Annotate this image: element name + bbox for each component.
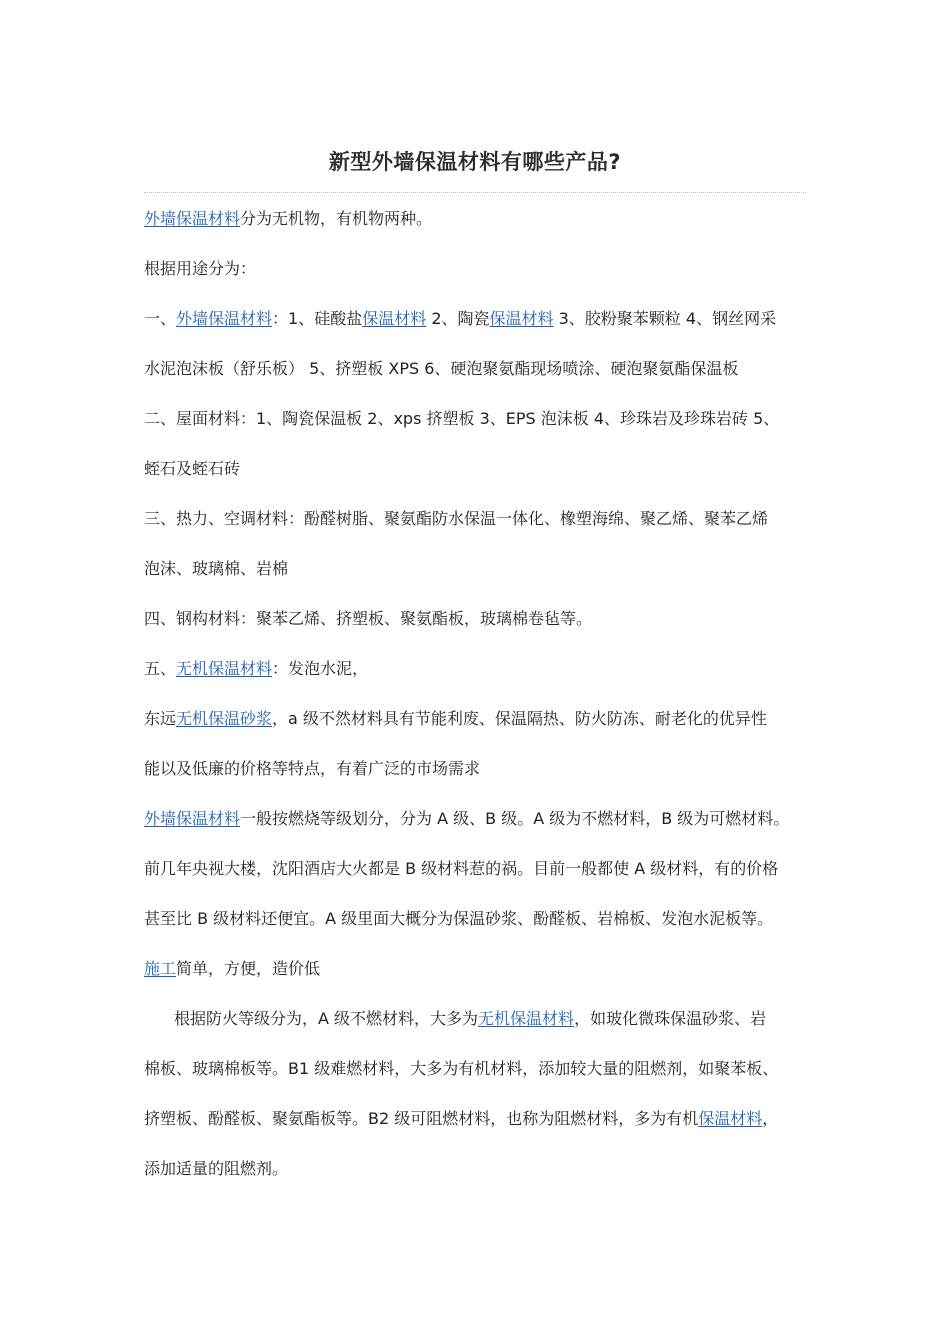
title-divider: [144, 192, 806, 193]
text-span: 棉板、玻璃棉板等。B1 级难燃材料，大多为有机材料，添加较大量的阻燃剂，如聚苯板、: [144, 1059, 779, 1078]
text-line: [144, 544, 806, 594]
keyword-link[interactable]: 施工: [144, 959, 177, 978]
text-span: 挤塑板、酚醛板、聚氨酯板等。B2 级可阻燃材料，也称为阻燃材料，多为有机: [144, 1109, 699, 1128]
page-title: 新型外墙保温材料有哪些产品?: [328, 150, 622, 174]
text-line: [144, 894, 806, 944]
text-span: 四、钢构材料：聚苯乙烯、挤塑板、聚氨酯板，玻璃棉卷毡等。: [144, 609, 593, 628]
keyword-link[interactable]: 保温材料: [362, 309, 427, 328]
document: [144, 140, 806, 1194]
text-line: [144, 994, 806, 1044]
text-span: ，如玻化微珠保温砂浆、岩: [574, 1009, 767, 1028]
article-body: [144, 194, 806, 1194]
text-line: [144, 694, 806, 744]
keyword-link[interactable]: 无机保温材料: [478, 1009, 575, 1028]
text-line: [144, 594, 806, 644]
text-span: 添加适量的阻燃剂。: [144, 1159, 289, 1178]
text-span: 泡沫、玻璃棉、岩棉: [144, 559, 289, 578]
text-span: 简单，方便，造价低: [176, 959, 321, 978]
text-line: [144, 644, 806, 694]
text-span: ，: [762, 1109, 779, 1128]
text-span: 三、热力、空调材料：酚醛树脂、聚氨酯防水保温一体化、橡塑海绵、聚乙烯、聚苯乙烯: [144, 509, 769, 528]
text-span: 能以及低廉的价格等特点，有着广泛的市场需求: [144, 759, 481, 778]
keyword-link[interactable]: 保温材料: [489, 309, 554, 328]
text-line: [144, 844, 806, 894]
text-span: ：1、硅酸盐: [272, 309, 363, 328]
text-line: [144, 794, 806, 844]
text-span: 一般按燃烧等级划分，分为 A 级、B 级。A 级为不燃材料，B 级为可燃材料。: [240, 809, 790, 828]
text-span: 蛭石及蛭石砖: [144, 459, 241, 478]
text-line: [144, 1044, 806, 1094]
text-line: [144, 1144, 806, 1194]
keyword-link[interactable]: 保温材料: [698, 1109, 763, 1128]
text-line: [144, 294, 806, 344]
text-span: 分为无机物，有机物两种。: [240, 209, 433, 228]
text-line: [144, 944, 806, 994]
text-line: [144, 744, 806, 794]
text-span: 五、: [144, 659, 177, 678]
keyword-link[interactable]: 外墙保温材料: [144, 209, 241, 228]
text-span: 3、胶粉聚苯颗粒 4、钢丝网采: [553, 309, 777, 328]
text-span: 甚至比 B 级材料还便宜。A 级里面大概分为保温砂浆、酚醛板、岩棉板、发泡水泥板等。: [144, 909, 774, 928]
text-line: [144, 194, 806, 244]
keyword-link[interactable]: 无机保温砂浆: [176, 709, 273, 728]
text-line: [144, 244, 806, 294]
keyword-link[interactable]: 无机保温材料: [176, 659, 273, 678]
text-line: [144, 344, 806, 394]
keyword-link[interactable]: 外墙保温材料: [176, 309, 273, 328]
keyword-link[interactable]: 外墙保温材料: [144, 809, 241, 828]
text-span: 水泥泡沫板（舒乐板） 5、挤塑板 XPS 6、硬泡聚氨酯现场喷涂、硬泡聚氨酯保温板: [144, 359, 739, 378]
text-line: [144, 494, 806, 544]
text-span: 前几年央视大楼，沈阳酒店大火都是 B 级材料惹的祸。目前一般都使 A 级材料，有的价格: [144, 859, 779, 878]
text-line: [144, 444, 806, 494]
text-span: 东远: [144, 709, 177, 728]
text-span: 一、: [144, 309, 177, 328]
text-span: 二、屋面材料：1、陶瓷保温板 2、xps 挤塑板 3、EPS 泡沫板 4、珍珠岩及珍珠岩砖 5、: [144, 409, 780, 428]
text-span: 根据用途分为：: [144, 259, 257, 278]
text-line: [144, 394, 806, 444]
text-span: 根据防火等级分为，A 级不燃材料，大多为: [174, 1009, 479, 1028]
text-span: ，a 级不然材料具有节能利废、保温隔热、防火防冻、耐老化的优异性: [272, 709, 767, 728]
text-span: 2、陶瓷: [426, 309, 490, 328]
text-line: [144, 1094, 806, 1144]
text-span: ：发泡水泥，: [272, 659, 369, 678]
